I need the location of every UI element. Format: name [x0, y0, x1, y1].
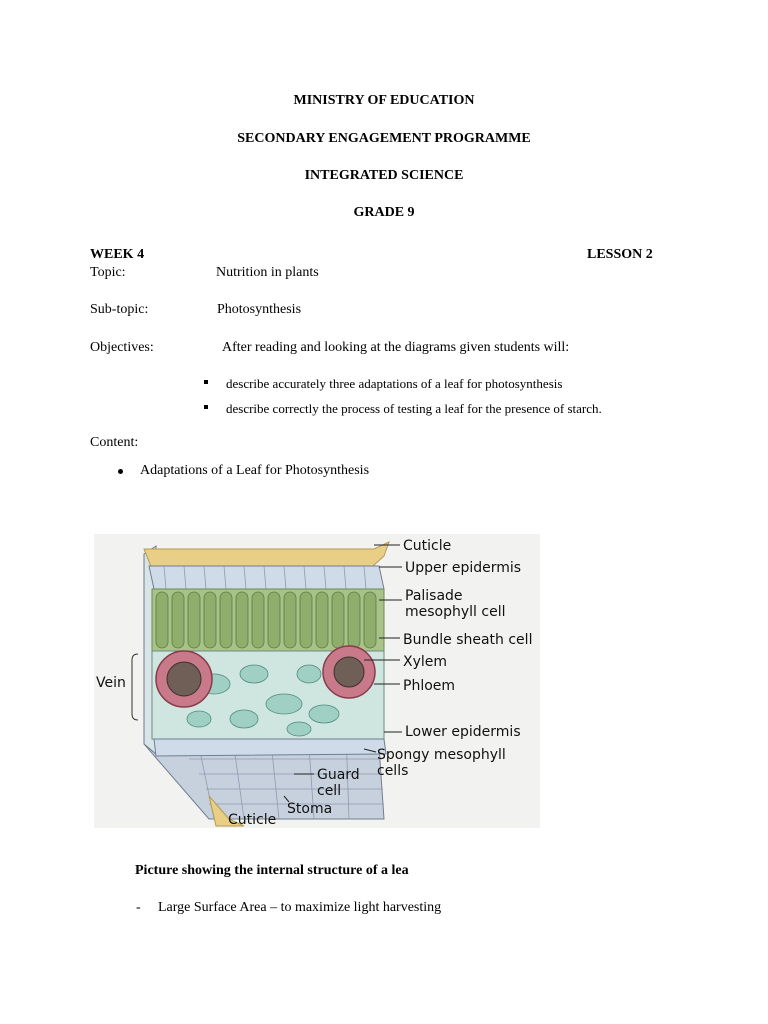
subtopic-value: Photosynthesis [217, 302, 302, 317]
objective-item: describe accurately three adaptations of a leaf for photosynthesis [226, 376, 563, 391]
content-label: Content: [90, 435, 139, 450]
diagram-label-spongy: cells [377, 763, 409, 779]
diagram-label-phloem: Phloem [403, 678, 456, 694]
diagram-label-guard-cell: Guard [317, 767, 360, 783]
week-label: WEEK 4 [90, 247, 145, 262]
diagram-caption: Picture showing the internal structure of a lea [135, 863, 409, 878]
grade-title: GRADE 9 [353, 205, 415, 220]
diagram-label-stoma: Stoma [287, 801, 333, 817]
diagram-label-lower-epidermis: Lower epidermis [405, 724, 521, 740]
subtopic-label: Sub-topic: [90, 302, 149, 317]
adaptation-dash: - [136, 900, 141, 915]
adaptation-text: Large Surface Area – to maximize light harvesting [158, 900, 442, 915]
diagram-label-vein: Vein [96, 675, 126, 691]
diagram-label-cuticle-top: Cuticle [403, 538, 452, 554]
bullet-marker [204, 380, 208, 384]
objectives-label: Objectives: [90, 340, 154, 355]
lesson-label: LESSON 2 [587, 247, 653, 262]
diagram-label-cuticle-bottom: Cuticle [228, 812, 277, 828]
objective-item: describe correctly the process of testing a leaf for the presence of starch. [226, 401, 602, 416]
objectives-intro: After reading and looking at the diagrams given students will: [222, 340, 570, 355]
diagram-label-palisade: mesophyll cell [405, 604, 506, 620]
diagram-label-palisade: Palisade [405, 588, 463, 604]
diagram-label-xylem: Xylem [403, 654, 448, 670]
bullet-marker [204, 405, 208, 409]
bullet-marker [118, 469, 123, 474]
content-item: Adaptations of a Leaf for Photosynthesis [140, 463, 370, 478]
topic-value: Nutrition in plants [216, 265, 319, 280]
diagram-label-bundle-sheath: Bundle sheath cell [403, 632, 533, 648]
diagram-label-spongy: Spongy mesophyll [377, 747, 506, 763]
ministry-title: MINISTRY OF EDUCATION [293, 93, 475, 108]
diagram-label-guard-cell: cell [317, 783, 342, 799]
programme-title: SECONDARY ENGAGEMENT PROGRAMME [237, 131, 531, 146]
diagram-label-upper-epidermis: Upper epidermis [405, 560, 522, 576]
leaf-cross-section-diagram [94, 534, 540, 828]
subject-title: INTEGRATED SCIENCE [304, 168, 464, 183]
topic-label: Topic: [90, 265, 126, 280]
